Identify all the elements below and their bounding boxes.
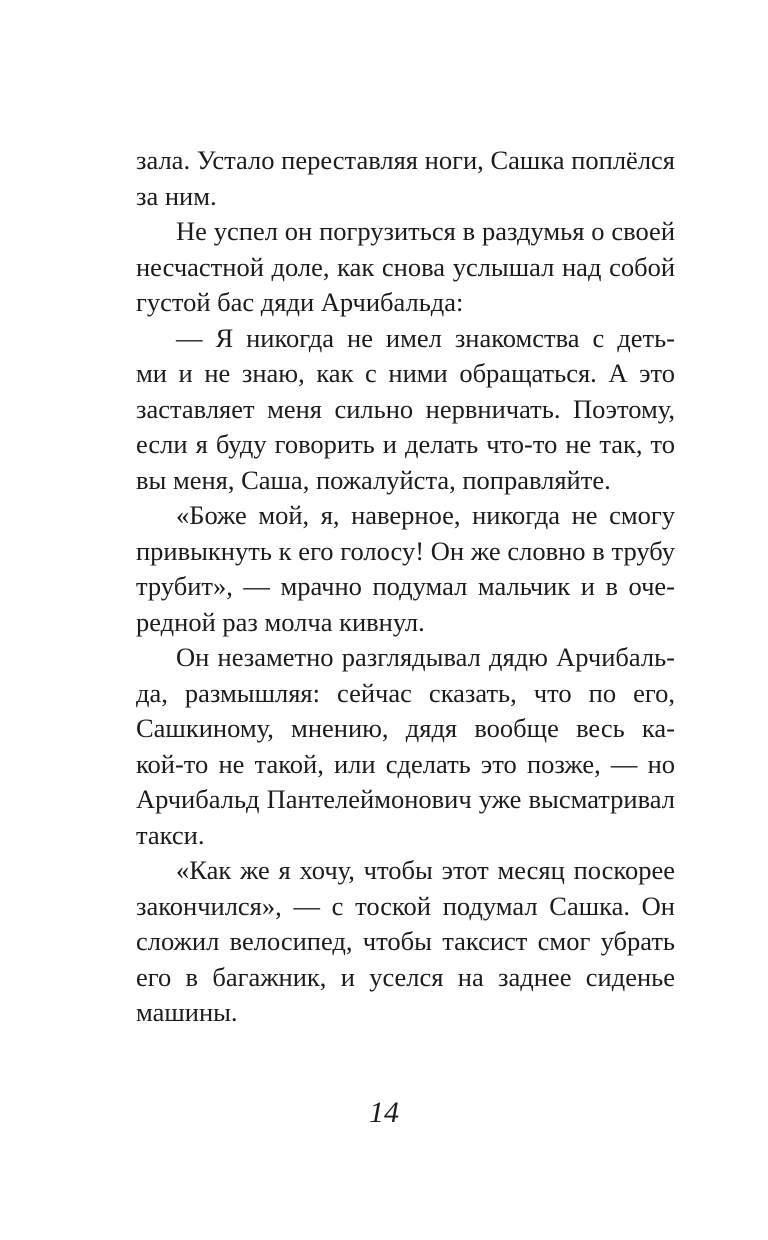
text-line: ми и не знаю, как с ними обращаться. А это <box>136 358 675 388</box>
text-line: зала. Устало переставляя ноги, Сашка поплёлся <box>136 145 675 175</box>
text-line: такси. <box>136 819 205 850</box>
text-line: вы меня, Саша, пожалуйста, поправляйте. <box>136 464 611 495</box>
text-line: Сашкиному, мнению, дядя вообще весь ка- <box>136 713 675 743</box>
body-text <box>136 143 675 1031</box>
text-line: «Боже мой, я, наверное, никогда не смогу <box>176 500 675 530</box>
text-line: редной раз молча кивнул. <box>136 606 425 637</box>
text-line: закончился», — с тоской подумал Сашка. Он <box>136 890 675 921</box>
text-line: за ним. <box>136 180 217 211</box>
text-line: несчастной доле, как снова услышал над собой <box>136 251 675 282</box>
text-line: заставляет меня сильно нервничать. Поэтому, <box>136 393 675 424</box>
page-number: 14 <box>369 1096 399 1129</box>
text-line: если я буду говорить и делать что-то не так, то <box>136 429 675 459</box>
text-line: кой-то не такой, или сделать это позже, — но <box>136 748 675 779</box>
text-line: да, размышляя: сейчас сказать, что по его, <box>136 677 675 708</box>
text-line: «Как же я хочу, чтобы этот месяц поскорее <box>176 855 675 885</box>
text-line: — Я никогда не имел знакомства с деть- <box>176 322 675 353</box>
text-line: сложил велосипед, чтобы таксист смог убрать <box>136 926 675 956</box>
text-line: привыкнуть к его голосу! Он же словно в трубу <box>136 535 675 566</box>
text-line: Арчибальд Пантелеймонович уже высматривал <box>136 784 675 814</box>
text-line: Не успел он погрузиться в раздумья о своей <box>176 216 675 246</box>
text-line: машины. <box>136 997 238 1027</box>
text-line: его в багажник, и уселся на заднее сиденье <box>136 961 675 992</box>
text-line: Он незаметно разглядывал дядю Арчибаль- <box>176 642 675 672</box>
text-line: густой бас дяди Арчибальда: <box>136 287 464 317</box>
text-line: трубит», — мрачно подумал мальчик и в оче- <box>136 571 675 601</box>
